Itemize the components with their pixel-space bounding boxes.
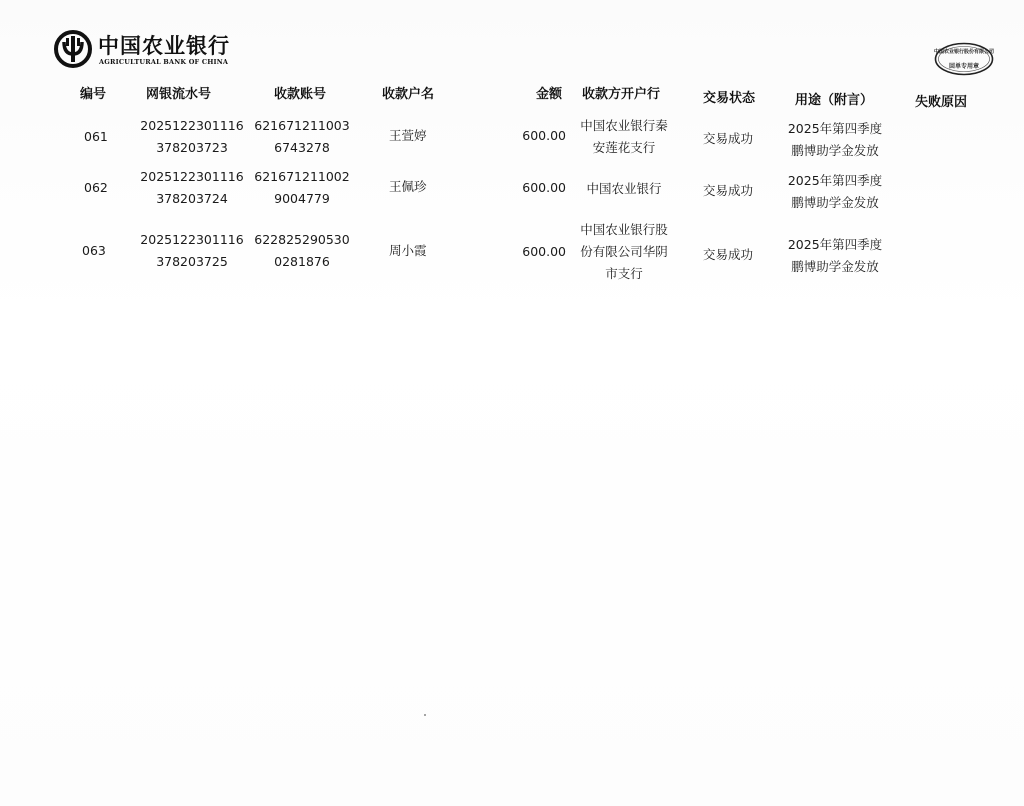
row-payee: 周小霞 <box>389 243 427 258</box>
row-amount: 600.00 <box>522 180 566 195</box>
row-status: 交易成功 <box>703 247 754 262</box>
header-no: 编号 <box>80 87 107 102</box>
row-status: 交易成功 <box>703 131 754 146</box>
header-status: 交易状态 <box>703 91 756 106</box>
row-purpose: 2025年第四季度 鹏博助学金发放 <box>787 121 883 158</box>
row-bank: 中国农业银行 <box>586 181 662 196</box>
row-no: 061 <box>84 129 108 144</box>
header-account: 收款账号 <box>274 87 327 102</box>
stamp-top-text: 中国农业银行股份有限公司 <box>934 49 995 55</box>
row-payee: 王萱婷 <box>389 128 427 143</box>
row-serial: 2025122301116 378203725 <box>140 232 244 269</box>
row-serial: 2025122301116 378203724 <box>140 169 244 206</box>
header-bank: 收款方开户行 <box>582 87 661 102</box>
stamp-bottom-text: 回单专用章 <box>948 63 979 70</box>
row-amount: 600.00 <box>522 244 566 259</box>
row-bank: 中国农业银行秦 安莲花支行 <box>580 118 668 155</box>
transaction-table <box>0 0 1024 300</box>
bank-name-cn: 中国农业银行 <box>98 33 230 58</box>
header-purpose: 用途（附言） <box>795 93 874 108</box>
row-no: 062 <box>84 180 108 195</box>
bank-name-en: AGRICULTURAL BANK OF CHINA <box>99 58 229 66</box>
row-payee: 王佩珍 <box>389 179 427 194</box>
header-reason: 失败原因 <box>915 95 968 110</box>
row-serial: 2025122301116 378203723 <box>140 118 244 155</box>
row-account: 622825290530 0281876 <box>254 232 350 269</box>
header-serial: 网银流水号 <box>146 87 212 102</box>
row-no: 063 <box>82 243 106 258</box>
row-purpose: 2025年第四季度 鹏博助学金发放 <box>787 173 883 210</box>
row-amount: 600.00 <box>522 128 566 143</box>
row-account: 621671211002 9004779 <box>254 169 350 206</box>
row-bank: 中国农业银行股 份有限公司华阴 市支行 <box>580 222 668 281</box>
header-payee: 收款户名 <box>382 87 435 102</box>
row-purpose: 2025年第四季度 鹏博助学金发放 <box>787 237 883 274</box>
row-account: 621671211003 6743278 <box>254 118 350 155</box>
scan-speck <box>424 714 426 716</box>
header-amount: 金额 <box>536 87 563 102</box>
row-status: 交易成功 <box>703 183 754 198</box>
